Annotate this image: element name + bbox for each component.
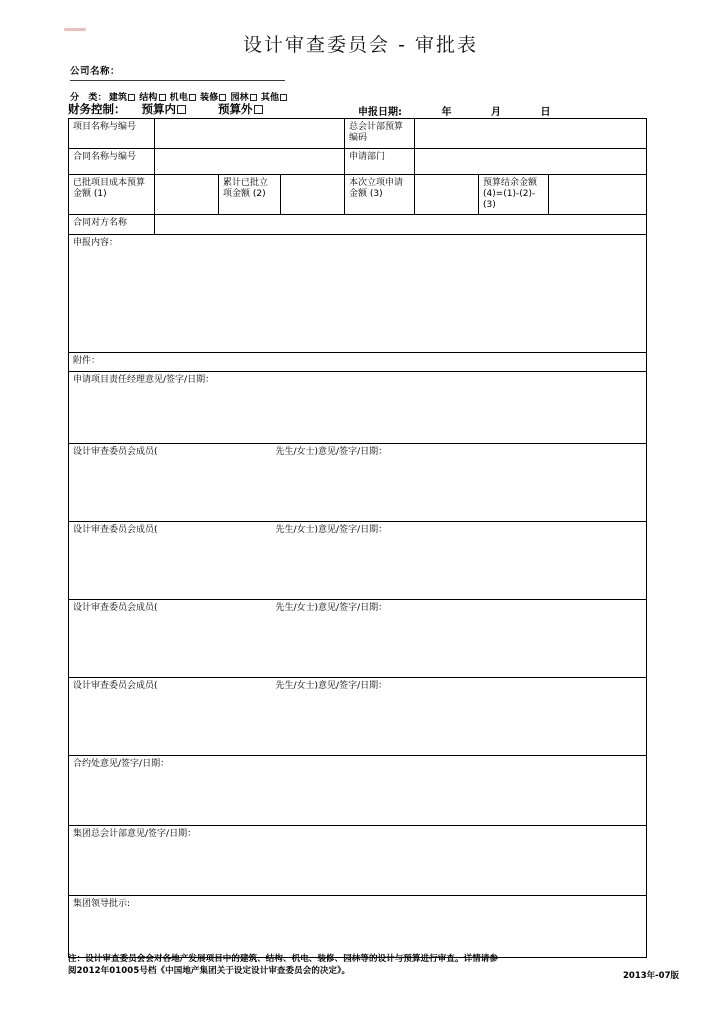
attachment-cell[interactable] — [69, 353, 647, 371]
budget-code-input[interactable] — [415, 119, 647, 149]
checkbox-icon[interactable] — [128, 94, 135, 101]
approved-cost-budget-label: 已批项目成本预算金额 (1) — [69, 174, 155, 215]
committee-member-signature-line-3 — [73, 603, 387, 613]
budget-balance-input[interactable] — [549, 174, 647, 215]
table-row — [69, 235, 647, 353]
table-row — [69, 371, 647, 443]
table-row — [69, 174, 647, 215]
applicant-dept-input[interactable] — [415, 148, 647, 174]
committee-member-signature-line-2 — [73, 525, 387, 535]
financial-control-label: 财务控制： — [68, 102, 126, 116]
project-manager-opinion-cell[interactable] — [69, 371, 647, 443]
financial-control-option-outside-budget[interactable] — [218, 102, 263, 116]
contract-name-label: 合同名称与编号 — [69, 148, 155, 174]
committee-member-opinion-cell-3[interactable] — [69, 599, 647, 677]
committee-member-signature-line-4 — [73, 681, 387, 691]
table-row — [69, 119, 647, 149]
group-accounting-opinion-label: 集团总会计部意见/签字/日期： — [73, 828, 197, 839]
company-name-field — [70, 63, 330, 81]
footer-note-line-2: 阅2012年01005号档《中国地产集团关于设定设计审查委员会的决定》。 — [68, 966, 351, 977]
submission-date-label: 申报日期: — [358, 107, 402, 118]
financial-control-option-within-budget-label: 预算内 — [141, 102, 176, 116]
committee-member-opinion-cell-1[interactable] — [69, 443, 647, 521]
submission-date-month-unit[interactable]: 月 — [490, 107, 501, 118]
footer-note-line-1: 注：设计审查委员会会对各地产发展项目中的建筑、结构、机电、装修、园林等的设计与预算进行审查。详情请参 — [68, 954, 499, 964]
table-row — [69, 677, 647, 755]
project-name-label: 项目名称与编号 — [69, 119, 155, 149]
version-stamp: 2013年-07版 — [622, 971, 679, 981]
contract-office-opinion-label: 合约处意见/签字/日期： — [73, 758, 170, 769]
company-name-write-line[interactable] — [70, 80, 285, 81]
approved-cost-budget-input[interactable] — [155, 174, 219, 215]
table-row — [69, 443, 647, 521]
checkbox-icon[interactable] — [254, 105, 263, 114]
committee-member-opinion-cell-4[interactable] — [69, 677, 647, 755]
cumulative-approved-input[interactable] — [281, 174, 345, 215]
table-row — [69, 895, 647, 957]
checkbox-icon[interactable] — [250, 94, 257, 101]
submission-date-year-unit[interactable]: 年 — [441, 107, 452, 118]
submission-date-day-unit[interactable]: 日 — [540, 107, 551, 118]
committee-member-suffix-3: 先生/女士)意见/签字/日期： — [275, 602, 388, 613]
committee-member-prefix-1: 设计审查委员会成员( — [73, 446, 158, 457]
classification-option-architecture-label: 建筑 — [108, 93, 128, 103]
group-leader-instruction-cell[interactable] — [69, 895, 647, 957]
table-row — [69, 825, 647, 895]
checkbox-icon[interactable] — [159, 94, 166, 101]
table-row — [69, 148, 647, 174]
declaration-content-label: 申报内容： — [73, 238, 119, 249]
page-title: 设计审查委员会 - 审批表 — [243, 34, 478, 56]
classification-option-other-label: 其他 — [260, 93, 280, 103]
table-row — [69, 215, 647, 235]
checkbox-icon[interactable] — [189, 94, 196, 101]
committee-member-suffix-4: 先生/女士)意见/签字/日期： — [275, 680, 388, 691]
cumulative-approved-label: 累计已批立项金额 (2) — [219, 174, 281, 215]
group-accounting-opinion-cell[interactable] — [69, 825, 647, 895]
applicant-dept-label: 申请部门 — [345, 148, 415, 174]
classification-option-landscape-label: 园林 — [230, 93, 249, 103]
checkbox-icon[interactable] — [280, 94, 287, 101]
committee-member-signature-line-1 — [73, 447, 387, 457]
counterparty-label: 合同对方名称 — [69, 215, 155, 235]
committee-member-opinion-cell-2[interactable] — [69, 521, 647, 599]
attachment-label: 附件： — [73, 356, 101, 367]
financial-control-row — [68, 101, 668, 117]
footer-note — [68, 953, 588, 978]
counterparty-input[interactable] — [155, 215, 647, 235]
committee-member-prefix-3: 设计审查委员会成员( — [73, 602, 158, 613]
table-row — [69, 755, 647, 825]
classification-option-structure-label: 结构 — [139, 93, 158, 103]
committee-member-suffix-1: 先生/女士)意见/签字/日期： — [275, 446, 388, 457]
classification-label: 分 类： — [70, 93, 107, 103]
budget-balance-label: 预算结余金额 (4)=(1)-(2)-(3) — [479, 174, 549, 215]
current-request-input[interactable] — [415, 174, 479, 215]
company-name-label: 公司名称： — [70, 66, 121, 77]
project-manager-opinion-label: 申请项目责任经理意见/签字/日期： — [73, 374, 215, 385]
contract-office-opinion-cell[interactable] — [69, 755, 647, 825]
committee-member-suffix-2: 先生/女士)意见/签字/日期： — [275, 524, 388, 535]
checkbox-icon[interactable] — [177, 105, 186, 114]
committee-member-prefix-2: 设计审查委员会成员( — [73, 524, 158, 535]
financial-control-option-within-budget[interactable] — [142, 102, 187, 116]
table-row — [69, 599, 647, 677]
committee-member-prefix-4: 设计审查委员会成员( — [73, 680, 158, 691]
declaration-content-cell[interactable] — [69, 235, 647, 353]
submission-date-group — [358, 103, 550, 118]
budget-code-label: 总会计部预算编码 — [345, 119, 415, 149]
contract-name-input[interactable] — [155, 148, 345, 174]
table-row — [69, 521, 647, 599]
classification-option-mechanical-electrical-label: 机电 — [169, 93, 189, 103]
financial-control-option-outside-budget-label: 预算外 — [218, 102, 253, 116]
approval-form-table — [68, 118, 647, 958]
classification-option-decoration-label: 装修 — [200, 93, 219, 103]
checkbox-icon[interactable] — [219, 94, 226, 101]
table-row — [69, 353, 647, 371]
current-request-label: 本次立项申请金额 (3) — [345, 174, 415, 215]
project-name-input[interactable] — [155, 119, 345, 149]
group-leader-instruction-label: 集团领导批示: — [73, 898, 131, 909]
